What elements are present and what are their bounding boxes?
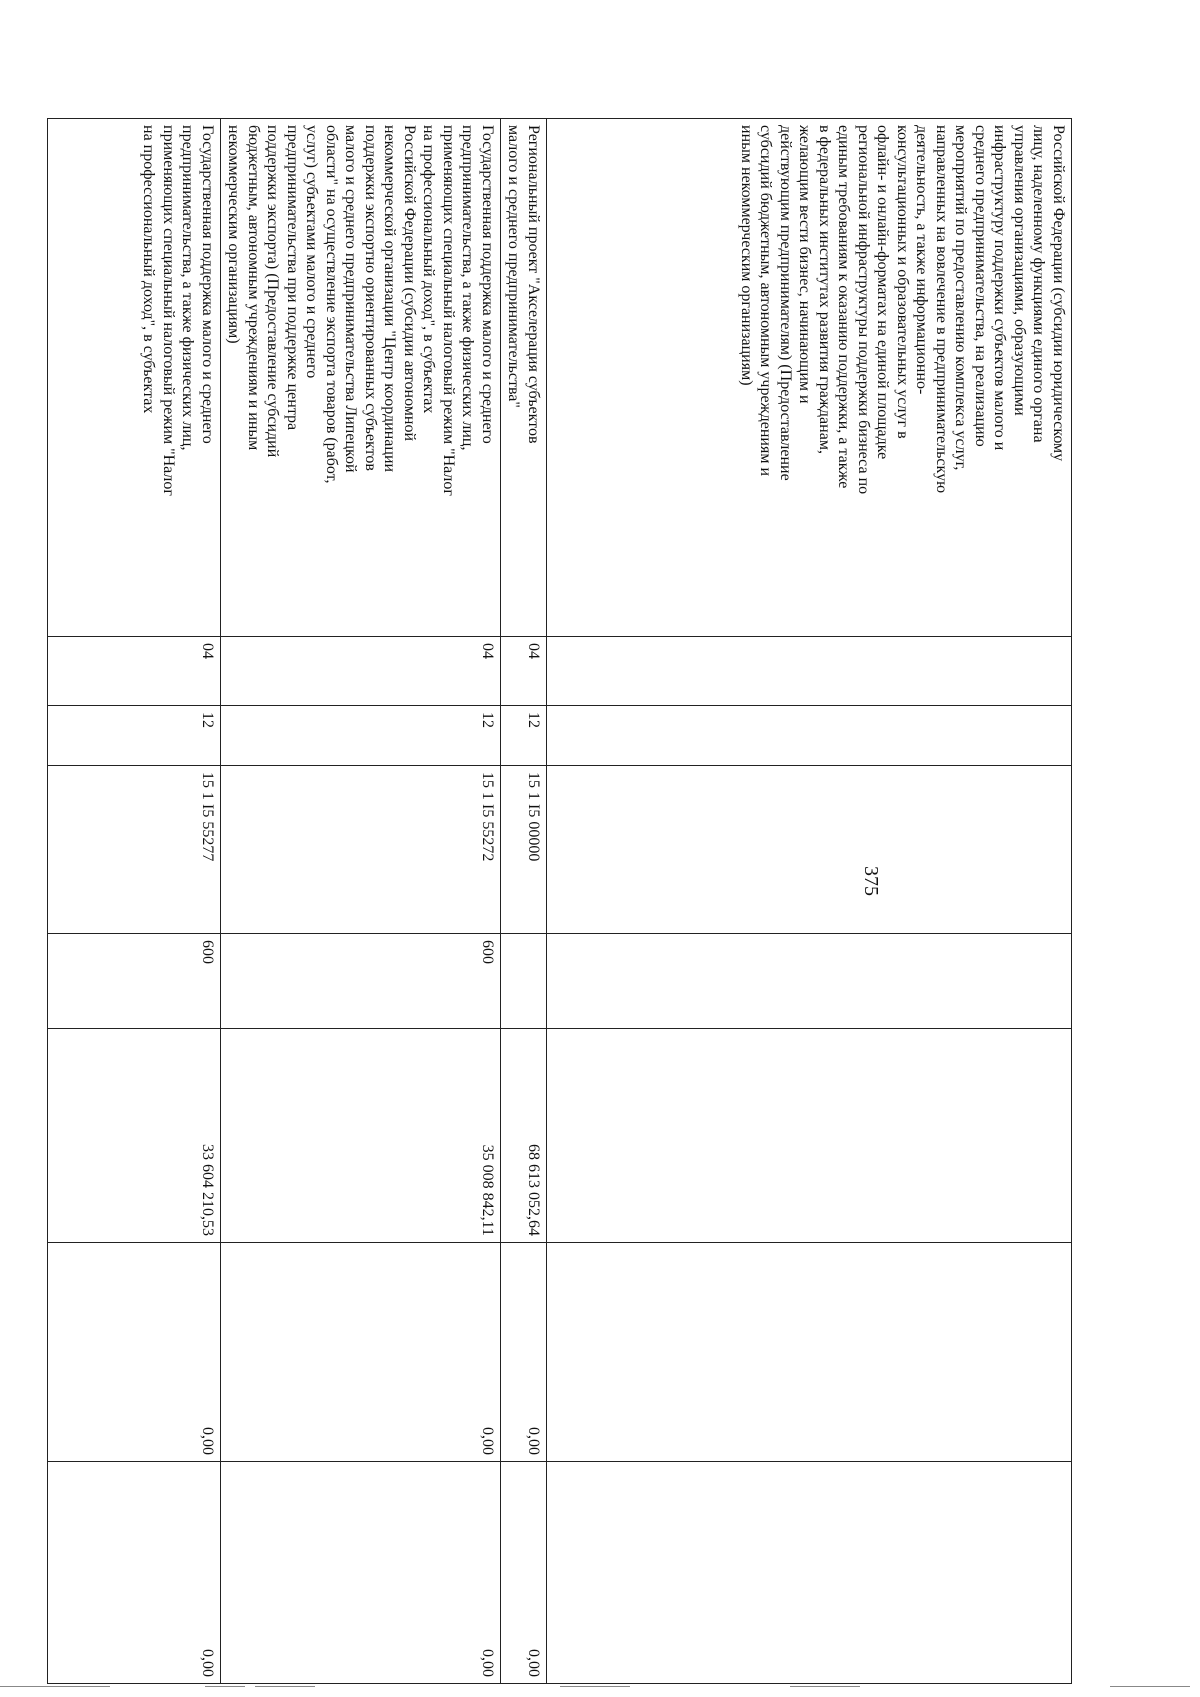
row-name-cell: Государственная поддержка малого и среднего предпринимательства, а также физических лиц, применяющих специальный налоговый режим "Налог на профессиональный доход", в субъектах <box>48 119 221 637</box>
amount-cell-1 <box>547 1029 1072 1243</box>
expense-type-cell <box>547 934 1072 1029</box>
expense-type-cell: 600 <box>221 934 501 1029</box>
amount-cell-3: 0,00 <box>501 1462 547 1684</box>
subsection-code-cell <box>547 706 1072 766</box>
amount-cell-2: 0,00 <box>221 1243 501 1462</box>
subsection-code-cell: 12 <box>221 706 501 766</box>
table-row <box>221 119 501 1684</box>
budget-table <box>47 118 1072 1684</box>
row-name-cell: Региональный проект "Акселерация субъектов малого и среднего предпринимательства" <box>501 119 547 637</box>
table-row <box>547 119 1072 1684</box>
target-article-cell <box>547 766 1072 934</box>
amount-cell-2: 0,00 <box>48 1243 221 1462</box>
amount-cell-1: 35 008 842,11 <box>221 1029 501 1243</box>
scan-edge-marks <box>0 1686 1200 1688</box>
section-code-cell: 04 <box>221 637 501 706</box>
page-number: 375 <box>860 866 882 896</box>
table-row <box>48 119 221 1684</box>
expense-type-cell: 600 <box>48 934 221 1029</box>
row-name-cell: Государственная поддержка малого и среднего предпринимательства, а также физических лиц, применяющих специальный налоговый режим "Налог на профессиональный доход", в субъектах Российской Федерации (субсидии автономной некоммерческой организации "Центр координации поддержки экспортно ориентированных субъектов малого и среднего предпринимательства Липецкой области" на осуществление экспорта товаров (работ, услуг) субъектами малого и среднего предпринимательства при поддержке центра поддержки экспорта) (Предоставление субсидий бюджетным, автономным учреждениям и иным некоммерческим организациям) <box>221 119 501 637</box>
section-code-cell: 04 <box>501 637 547 706</box>
section-code-cell <box>547 637 1072 706</box>
amount-cell-2 <box>547 1243 1072 1462</box>
amount-cell-3 <box>547 1462 1072 1684</box>
amount-cell-1: 33 604 210,53 <box>48 1029 221 1243</box>
amount-cell-2: 0,00 <box>501 1243 547 1462</box>
target-article-cell: 15 1 I5 00000 <box>501 766 547 934</box>
target-article-cell: 15 1 I5 55277 <box>48 766 221 934</box>
table-row <box>501 119 547 1684</box>
target-article-cell: 15 1 I5 55272 <box>221 766 501 934</box>
amount-cell-3: 0,00 <box>48 1462 221 1684</box>
section-code-cell: 04 <box>48 637 221 706</box>
rotated-table-frame <box>127 118 1072 1683</box>
row-name-cell: Российской Федерации (субсидии юридическому лицу, наделенному функциями единого органа управления организациями, образующими инфраструктуру поддержки субъектов малого и среднего предпринимательства, на реализацию мероприятий по предоставлению комплекса услуг, направленных на вовлечение в предпринимательскую деятельность, а также информационно- консультационных и образовательных услуг в офлайн- и онлайн-форматах на единой площадке региональной инфраструктуры поддержки бизнеса по единым требованиям к оказанию поддержки, а также в федеральных институтах развития гражданам, желающим вести бизнес, начинающим и действующим предпринимателям) (Предоставление субсидий бюджетным, автономным учреждениям и иным некоммерческим организациям) <box>547 119 1072 637</box>
subsection-code-cell: 12 <box>501 706 547 766</box>
amount-cell-3: 0,00 <box>221 1462 501 1684</box>
expense-type-cell <box>501 934 547 1029</box>
subsection-code-cell: 12 <box>48 706 221 766</box>
amount-cell-1: 68 613 052,64 <box>501 1029 547 1243</box>
